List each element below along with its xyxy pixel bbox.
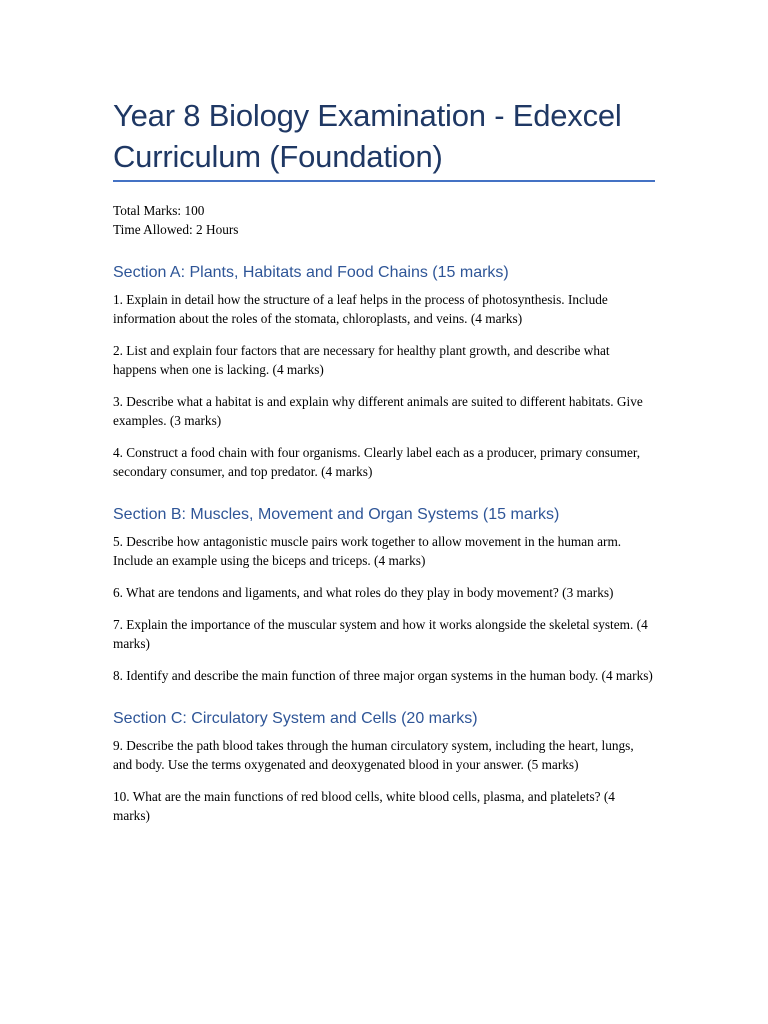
section-heading: Section A: Plants, Habitats and Food Chains (15 marks): [113, 264, 509, 281]
question-4: 4. Construct a food chain with four organisms. Clearly label each as a producer, primary consumer, secondary consumer, and top predator. (4 marks): [113, 445, 641, 479]
section-heading: Section C: Circulatory System and Cells (20 marks): [113, 710, 478, 727]
exam-page: [113, 0, 655, 838]
question-3: 3. Describe what a habitat is and explain why different animals are suited to different habitats. Give examples. (3 marks): [113, 394, 643, 428]
question-5: 5. Describe how antagonistic muscle pairs work together to allow movement in the human arm. Include an example using the biceps and triceps. (4 marks): [113, 534, 622, 568]
question-1: 1. Explain in detail how the structure of a leaf helps in the process of photosynthesis. Include information about the roles of the stomata, chloroplasts, and veins. (4 marks): [113, 292, 608, 326]
question-6: 6. What are tendons and ligaments, and what roles do they play in body movement? (3 marks): [113, 585, 614, 600]
exam-meta: [113, 201, 655, 239]
total-marks: Total Marks: 100: [113, 203, 205, 218]
question-7: 7. Explain the importance of the muscular system and how it works alongside the skeletal system. (4 marks): [113, 617, 648, 651]
question-9: 9. Describe the path blood takes through the human circulatory system, including the heart, lungs, and body. Use the terms oxygenated and deoxygenated blood in your answer. (5 marks): [113, 738, 634, 772]
section-c: [113, 708, 655, 825]
time-allowed: Time Allowed: 2 Hours: [113, 222, 239, 237]
section-heading: Section B: Muscles, Movement and Organ Systems (15 marks): [113, 506, 560, 523]
document-title: Year 8 Biology Examination - Edexcel Curriculum (Foundation): [113, 98, 622, 174]
section-a: [113, 262, 655, 481]
title-underline: [113, 180, 655, 182]
section-b: [113, 504, 655, 685]
question-2: 2. List and explain four factors that are necessary for healthy plant growth, and describe what happens when one is lacking. (4 marks): [113, 343, 610, 377]
question-8: 8. Identify and describe the main function of three major organ systems in the human body. (4 marks): [113, 668, 653, 683]
question-10: 10. What are the main functions of red blood cells, white blood cells, plasma, and platelets? (4 marks): [113, 789, 615, 823]
